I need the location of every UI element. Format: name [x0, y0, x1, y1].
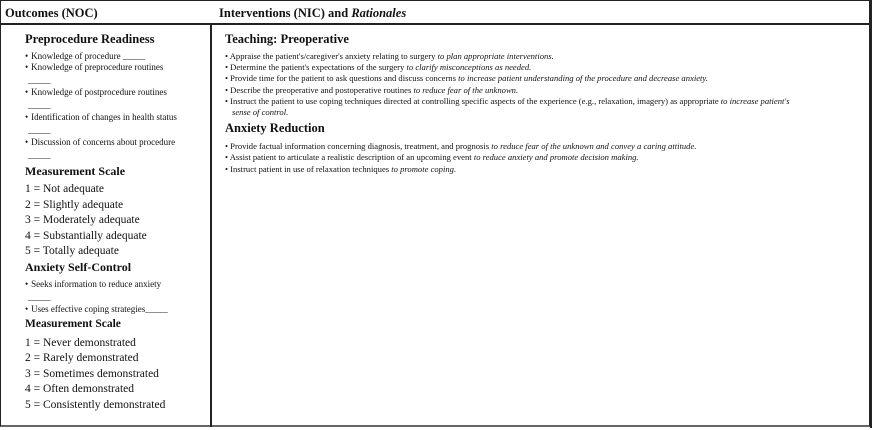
header-rationales: Rationales: [351, 6, 407, 20]
intervention-item: • Determine the patient's expectations of the surgery to clarify misconceptions as needed.: [225, 62, 532, 73]
intervention-item: • Appraise the patient's/caregiver's anxiety relating to surgery to plan appropriate interventions.: [225, 51, 554, 61]
intervention-item: • Instruct the patient to use coping techniques directed at controlling specific aspects of the experience (e.g., relaxation, imagery) as appropriate to increase patient's: [225, 95, 790, 106]
rating-blank: _____: [145, 303, 168, 314]
rationale: to increase patient's: [720, 95, 790, 106]
scale-level: 5 = Consistently demonstrated: [25, 398, 166, 411]
section-anxiety-reduction: Anxiety Reduction: [225, 121, 325, 136]
outcome-item: • Knowledge of preprocedure routines: [25, 62, 164, 72]
rating-blank: _____: [122, 51, 146, 61]
rationale: sense of control.: [232, 107, 289, 118]
intervention-item: • Provide factual information concerning diagnosis, treatment, and prognosis to reduce fear of the unknown and convey a caring attitude.: [225, 141, 697, 152]
outcome-item: • Knowledge of procedure _____: [25, 51, 146, 61]
rating-blank: _____: [28, 100, 51, 110]
section-anxiety-self-control: Anxiety Self-Control: [25, 259, 132, 274]
rating-blank: _____: [28, 291, 51, 302]
outcome-item: • Identification of changes in health status: [25, 112, 177, 122]
scale-level: 1 = Not adequate: [25, 183, 104, 195]
scale-level: 2 = Slightly adequate: [25, 198, 124, 211]
section-measurement-scale: Measurement Scale: [25, 164, 126, 178]
intervention-item-continued: [225, 107, 865, 118]
table-header: [1, 1, 869, 25]
intervention-item: • Describe the preoperative and postoperative routines to reduce fear of the unknown.: [225, 84, 519, 95]
rationale: to reduce fear of the unknown and convey a caring attitude.: [491, 141, 697, 152]
scale-level: 4 = Substantially adequate: [25, 229, 147, 242]
header-outcomes: Outcomes (NOC): [5, 6, 98, 20]
intervention-item: • Provide time for the patient to ask questions and discuss concerns to increase patient understanding of the procedure and decrease anxiety.: [225, 73, 708, 84]
column-divider: [210, 25, 212, 427]
section-measurement-scale-2: Measurement Scale: [25, 317, 121, 330]
section-teaching-preoperative: Teaching: Preoperative: [225, 32, 349, 46]
outcome-item: • Knowledge of postprocedure routines: [25, 87, 167, 97]
outcome-item: • Discussion of concerns about procedure: [25, 137, 176, 147]
section-preprocedure-readiness: Preprocedure Readiness: [25, 32, 155, 46]
scale-level: 2 = Rarely demonstrated: [25, 352, 139, 364]
header-interventions: [219, 6, 406, 21]
outcomes-column: [25, 31, 207, 413]
rationale: to reduce fear of the unknown.: [413, 84, 519, 95]
rationale: to promote coping.: [391, 163, 457, 174]
scale-level: 3 = Moderately adequate: [25, 214, 140, 226]
rationale: to plan appropriate interventions.: [437, 51, 554, 61]
header-interventions-plain: Interventions (NIC) and: [219, 6, 352, 20]
rationale: to increase patient understanding of the procedure and decrease anxiety.: [458, 73, 708, 84]
scale-level: 3 = Sometimes demonstrated: [25, 367, 159, 380]
interventions-column: [225, 31, 865, 175]
intervention-item: • Instruct patient in use of relaxation techniques to promote coping.: [225, 163, 457, 174]
intervention-item: • Assist patient to articulate a realistic description of an upcoming event to reduce anxiety and promote decision making.: [225, 152, 639, 163]
scale-level: 1 = Never demonstrated: [25, 336, 136, 349]
rationale: to clarify misconceptions as needed.: [406, 62, 532, 73]
outcome-item: • Seeks information to reduce anxiety: [25, 278, 162, 289]
rating-blank: _____: [28, 150, 51, 160]
rationale: to reduce anxiety and promote decision making.: [473, 152, 639, 163]
scale-level: 5 = Totally adequate: [25, 245, 119, 257]
rating-blank: _____: [28, 75, 51, 85]
scale-level: 4 = Often demonstrated: [25, 383, 134, 395]
outcome-item: • Uses effective coping strategies_____: [25, 303, 168, 314]
rating-blank: _____: [28, 125, 51, 135]
